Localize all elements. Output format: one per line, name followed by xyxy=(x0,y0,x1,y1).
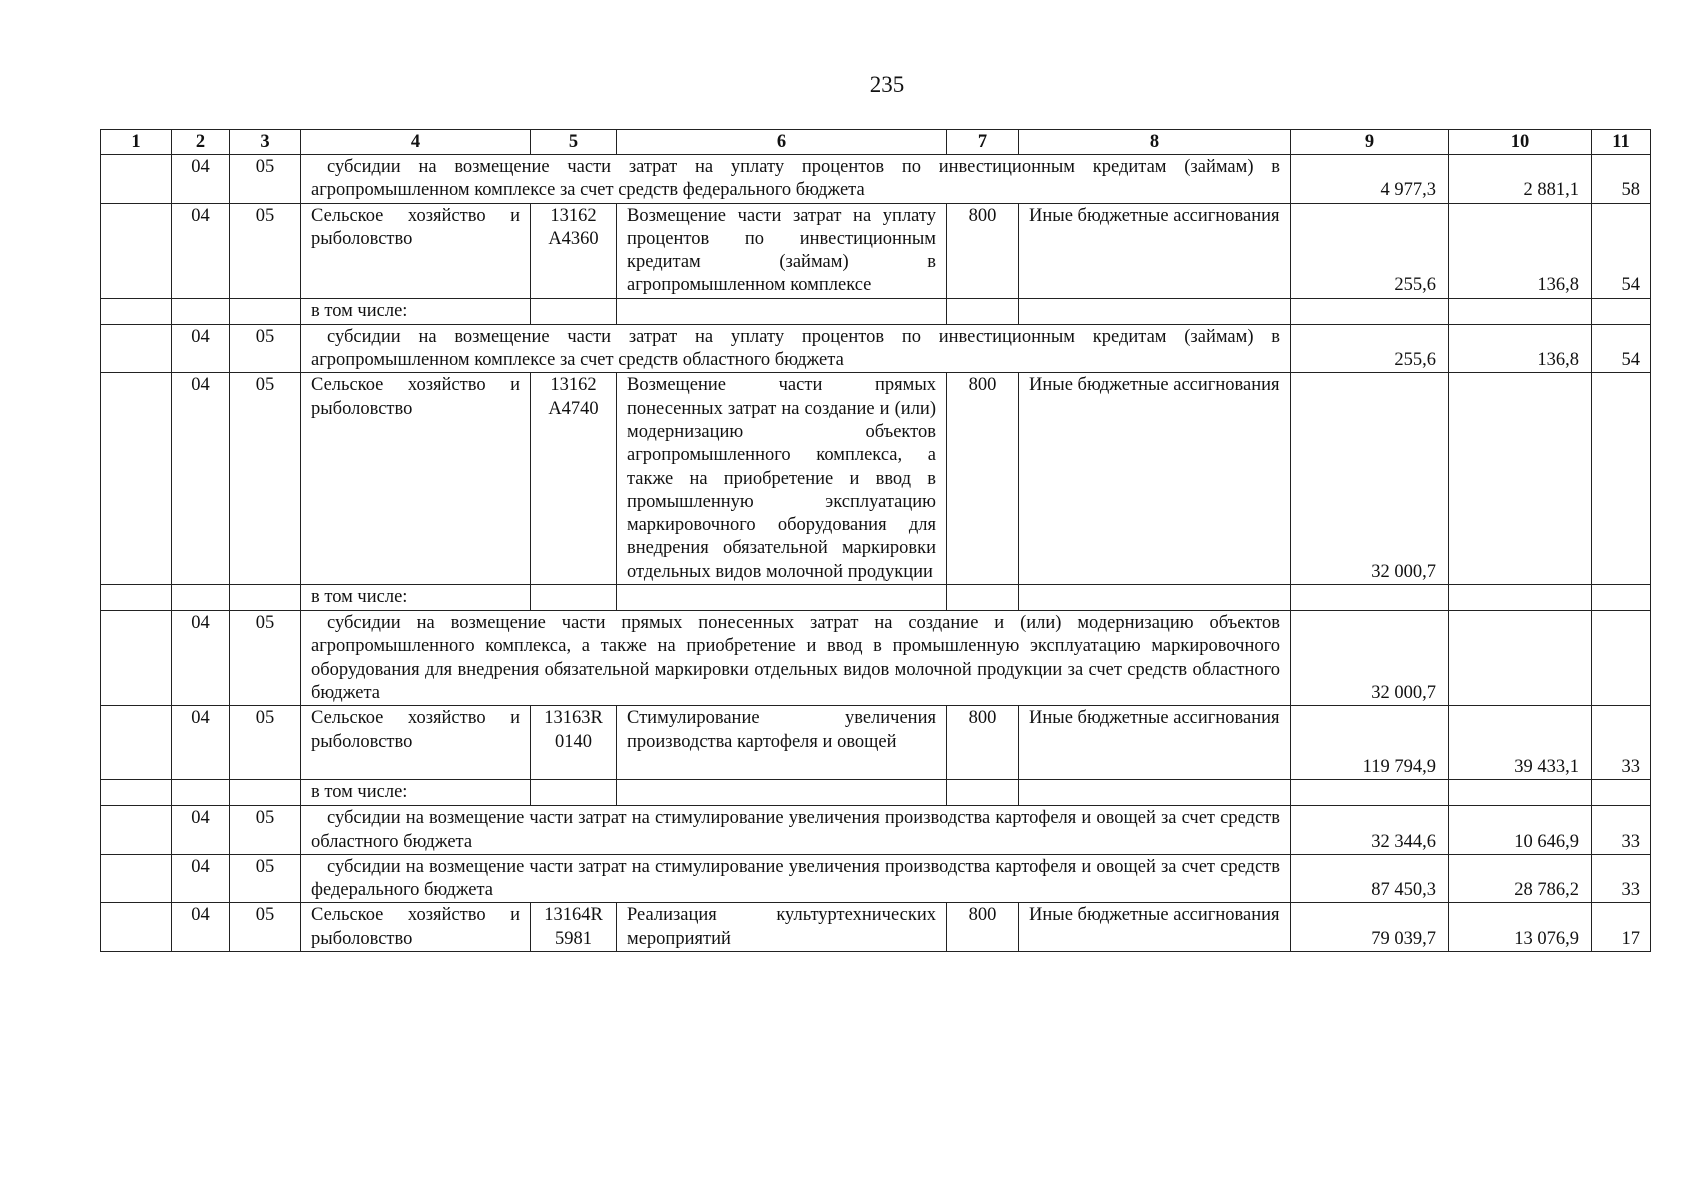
cell-3 xyxy=(230,780,301,806)
cell-subsidy-description: субсидии на возмещение части затрат на уплату процентов по инвестиционным кредитам (займам) в агропромышленном комплексе за счет средств областного бюджета xyxy=(301,324,1291,373)
cell-amount-actual: 39 433,1 xyxy=(1449,706,1592,780)
table-row-subsidy xyxy=(101,611,1651,706)
cell-9 xyxy=(1291,780,1449,806)
cell-expense-type: 800 xyxy=(947,373,1019,585)
cell-5 xyxy=(531,585,617,611)
cell-target-name: Возмещение части затрат на уплату процентов по инвестиционным кредитам (займам) в агропромышленном комплексе xyxy=(617,203,947,298)
cell-section: 04 xyxy=(172,155,230,204)
cell-1 xyxy=(101,373,172,585)
cell-9 xyxy=(1291,585,1449,611)
cell-amount-plan: 255,6 xyxy=(1291,203,1449,298)
cell-amount-plan: 255,6 xyxy=(1291,324,1449,373)
cell-including-label: в том числе: xyxy=(301,585,531,611)
cell-9 xyxy=(1291,298,1449,324)
table-row-item xyxy=(101,903,1651,952)
cell-section: 04 xyxy=(172,373,230,585)
cell-amount-plan: 87 450,3 xyxy=(1291,854,1449,903)
cell-7 xyxy=(947,298,1019,324)
cell-6 xyxy=(617,780,947,806)
cell-expense-type: 800 xyxy=(947,203,1019,298)
table-row-subsidy xyxy=(101,155,1651,204)
header-col-3: 3 xyxy=(230,130,301,155)
cell-1 xyxy=(101,706,172,780)
cell-2 xyxy=(172,780,230,806)
header-col-9: 9 xyxy=(1291,130,1449,155)
cell-target-name: Стимулирование увеличения производства картофеля и овощей xyxy=(617,706,947,780)
cell-1 xyxy=(101,780,172,806)
table-row-including xyxy=(101,298,1651,324)
cell-section-name: Сельское хозяйство и рыболовство xyxy=(301,706,531,780)
cell-section: 04 xyxy=(172,324,230,373)
cell-section: 04 xyxy=(172,854,230,903)
cell-target-code: 13162 А4360 xyxy=(531,203,617,298)
cell-10 xyxy=(1449,780,1592,806)
cell-section-name: Сельское хозяйство и рыболовство xyxy=(301,203,531,298)
header-col-5: 5 xyxy=(531,130,617,155)
cell-1 xyxy=(101,611,172,706)
cell-expense-type-name: Иные бюджетные ассигнования xyxy=(1019,903,1291,952)
cell-subsection: 05 xyxy=(230,903,301,952)
cell-amount-actual: 2 881,1 xyxy=(1449,155,1592,204)
column-number-header xyxy=(101,130,1651,155)
cell-including-label: в том числе: xyxy=(301,298,531,324)
cell-6 xyxy=(617,298,947,324)
table-row-item xyxy=(101,203,1651,298)
cell-target-name: Реализация культуртехнических мероприятий xyxy=(617,903,947,952)
header-col-4: 4 xyxy=(301,130,531,155)
table-row-item xyxy=(101,373,1651,585)
cell-percent: 58 xyxy=(1592,155,1651,204)
header-col-10: 10 xyxy=(1449,130,1592,155)
cell-including-label: в том числе: xyxy=(301,780,531,806)
table-row-subsidy xyxy=(101,324,1651,373)
table-row-item xyxy=(101,706,1651,780)
cell-amount-plan: 119 794,9 xyxy=(1291,706,1449,780)
cell-percent: 33 xyxy=(1592,806,1651,855)
cell-10 xyxy=(1449,298,1592,324)
cell-section: 04 xyxy=(172,611,230,706)
cell-expense-type-name: Иные бюджетные ассигнования xyxy=(1019,373,1291,585)
cell-target-code: 13164R 5981 xyxy=(531,903,617,952)
header-col-1: 1 xyxy=(101,130,172,155)
cell-amount-plan: 4 977,3 xyxy=(1291,155,1449,204)
cell-1 xyxy=(101,155,172,204)
cell-subsection: 05 xyxy=(230,155,301,204)
cell-7 xyxy=(947,780,1019,806)
table-row-including xyxy=(101,780,1651,806)
cell-1 xyxy=(101,298,172,324)
cell-section: 04 xyxy=(172,203,230,298)
cell-amount-actual: 10 646,9 xyxy=(1449,806,1592,855)
cell-percent xyxy=(1592,611,1651,706)
cell-expense-type-name: Иные бюджетные ассигнования xyxy=(1019,203,1291,298)
page-number: 235 xyxy=(869,72,905,97)
table-row-subsidy xyxy=(101,806,1651,855)
table-row-including xyxy=(101,585,1651,611)
cell-section: 04 xyxy=(172,706,230,780)
cell-subsidy-description: субсидии на возмещение части затрат на стимулирование увеличения производства картофеля и овощей за счет средств федерального бюджета xyxy=(301,854,1291,903)
cell-2 xyxy=(172,585,230,611)
cell-subsection: 05 xyxy=(230,611,301,706)
cell-amount-actual: 136,8 xyxy=(1449,203,1592,298)
cell-subsidy-description: субсидии на возмещение части прямых понесенных затрат на создание и (или) модернизацию объектов агропромышленного комплекса, а также на приобретение и ввод в промышленную эксплуатацию маркировочного оборудования для внедрения обязательной маркировки отдельных видов молочной продукции за счет средств областного бюджета xyxy=(301,611,1291,706)
cell-1 xyxy=(101,806,172,855)
cell-percent: 33 xyxy=(1592,854,1651,903)
cell-1 xyxy=(101,585,172,611)
cell-section-name: Сельское хозяйство и рыболовство xyxy=(301,903,531,952)
cell-percent: 17 xyxy=(1592,903,1651,952)
cell-10 xyxy=(1449,585,1592,611)
cell-percent: 33 xyxy=(1592,706,1651,780)
header-col-8: 8 xyxy=(1019,130,1291,155)
cell-target-name: Возмещение части прямых понесенных затрат на создание и (или) модернизацию объектов агропромышленного комплекса, а также на приобретение и ввод в промышленную эксплуатацию маркировочного оборудования для внедрения обязательной маркировки отдельных видов молочной продукции xyxy=(617,373,947,585)
cell-11 xyxy=(1592,780,1651,806)
cell-amount-plan: 32 000,7 xyxy=(1291,611,1449,706)
cell-1 xyxy=(101,203,172,298)
cell-8 xyxy=(1019,780,1291,806)
cell-amount-plan: 79 039,7 xyxy=(1291,903,1449,952)
cell-expense-type-name: Иные бюджетные ассигнования xyxy=(1019,706,1291,780)
cell-1 xyxy=(101,324,172,373)
cell-3 xyxy=(230,585,301,611)
cell-amount-actual: 136,8 xyxy=(1449,324,1592,373)
cell-6 xyxy=(617,585,947,611)
cell-amount-plan: 32 000,7 xyxy=(1291,373,1449,585)
cell-amount-actual: 13 076,9 xyxy=(1449,903,1592,952)
cell-2 xyxy=(172,298,230,324)
cell-subsection: 05 xyxy=(230,854,301,903)
cell-subsection: 05 xyxy=(230,706,301,780)
cell-7 xyxy=(947,585,1019,611)
cell-subsection: 05 xyxy=(230,203,301,298)
cell-amount-actual xyxy=(1449,611,1592,706)
cell-subsidy-description: субсидии на возмещение части затрат на стимулирование увеличения производства картофеля и овощей за счет средств областного бюджета xyxy=(301,806,1291,855)
cell-section-name: Сельское хозяйство и рыболовство xyxy=(301,373,531,585)
cell-percent: 54 xyxy=(1592,324,1651,373)
budget-table xyxy=(100,129,1651,952)
cell-subsidy-description: субсидии на возмещение части затрат на уплату процентов по инвестиционным кредитам (займам) в агропромышленном комплексе за счет средств федерального бюджета xyxy=(301,155,1291,204)
cell-amount-actual: 28 786,2 xyxy=(1449,854,1592,903)
cell-expense-type: 800 xyxy=(947,706,1019,780)
cell-section: 04 xyxy=(172,903,230,952)
cell-percent xyxy=(1592,373,1651,585)
cell-5 xyxy=(531,298,617,324)
cell-subsection: 05 xyxy=(230,806,301,855)
cell-percent: 54 xyxy=(1592,203,1651,298)
cell-8 xyxy=(1019,298,1291,324)
header-col-2: 2 xyxy=(172,130,230,155)
cell-subsection: 05 xyxy=(230,373,301,585)
header-col-6: 6 xyxy=(617,130,947,155)
cell-8 xyxy=(1019,585,1291,611)
cell-amount-actual xyxy=(1449,373,1592,585)
table-row-subsidy xyxy=(101,854,1651,903)
cell-target-code: 13163R 0140 xyxy=(531,706,617,780)
cell-5 xyxy=(531,780,617,806)
header-col-7: 7 xyxy=(947,130,1019,155)
cell-1 xyxy=(101,903,172,952)
cell-11 xyxy=(1592,585,1651,611)
cell-section: 04 xyxy=(172,806,230,855)
header-col-11: 11 xyxy=(1592,130,1651,155)
cell-subsection: 05 xyxy=(230,324,301,373)
cell-3 xyxy=(230,298,301,324)
cell-11 xyxy=(1592,298,1651,324)
cell-1 xyxy=(101,854,172,903)
cell-target-code: 13162 А4740 xyxy=(531,373,617,585)
cell-expense-type: 800 xyxy=(947,903,1019,952)
cell-amount-plan: 32 344,6 xyxy=(1291,806,1449,855)
